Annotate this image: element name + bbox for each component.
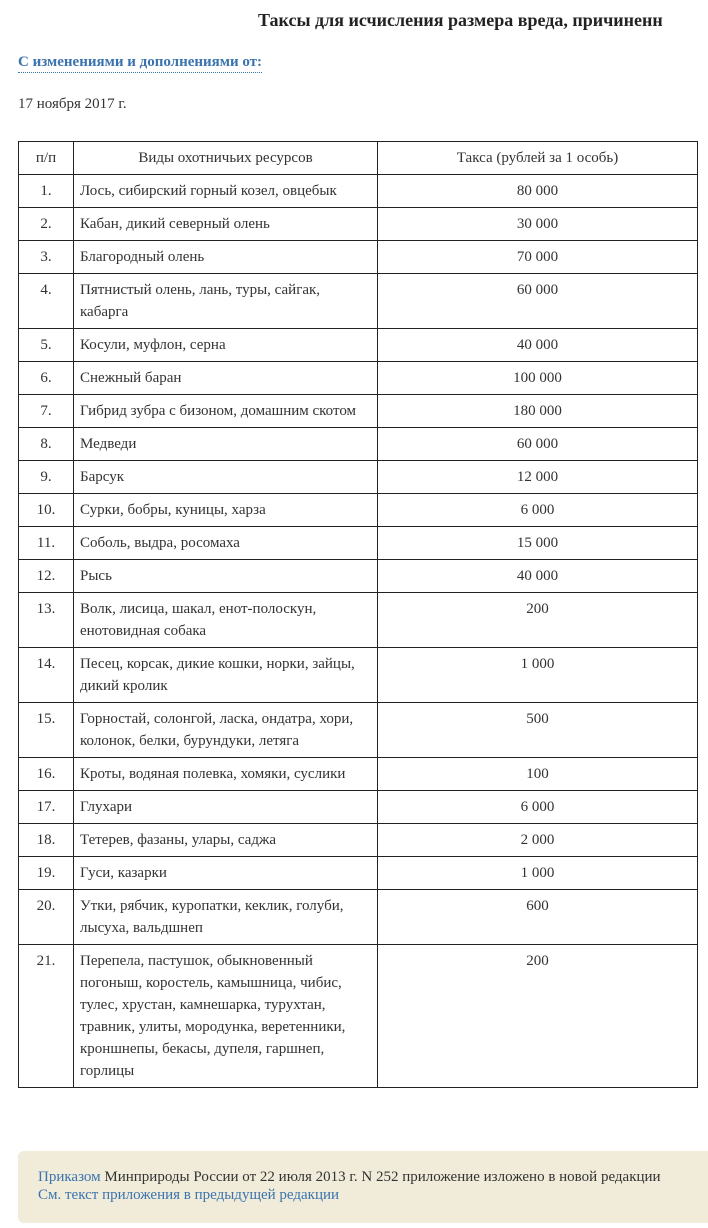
row-species: Гуси, казарки <box>74 857 378 890</box>
edition-note-line <box>38 1168 708 1186</box>
row-species: Кроты, водяная полевка, хомяки, суслики <box>74 758 378 791</box>
row-number: 19. <box>19 857 74 890</box>
row-number: 18. <box>19 824 74 857</box>
table-row <box>19 857 698 890</box>
row-species: Горностай, солонгой, ласка, ондатра, хори, колонок, белки, бурундуки, летяга <box>74 703 378 758</box>
row-species: Глухари <box>74 791 378 824</box>
column-header-species: Виды охотничьих ресурсов <box>74 142 378 175</box>
row-rate: 60 000 <box>378 428 698 461</box>
table-row <box>19 395 698 428</box>
row-species: Косули, муфлон, серна <box>74 329 378 362</box>
table-row <box>19 758 698 791</box>
row-number: 9. <box>19 461 74 494</box>
rates-table <box>18 141 698 1088</box>
row-rate: 1 000 <box>378 857 698 890</box>
row-number: 10. <box>19 494 74 527</box>
row-number: 15. <box>19 703 74 758</box>
row-number: 3. <box>19 241 74 274</box>
row-species: Медведи <box>74 428 378 461</box>
row-species: Перепела, пастушок, обыкновенный погоныш, коростель, камышница, чибис, тулес, хрустан, камнешарка, турухтан, травник, улиты, мородунка, веретенники, кроншнепы, бекасы, дупеля, гаршнеп, горлицы <box>74 945 378 1088</box>
row-rate: 200 <box>378 945 698 1088</box>
row-species: Барсук <box>74 461 378 494</box>
row-rate: 2 000 <box>378 824 698 857</box>
row-number: 12. <box>19 560 74 593</box>
row-rate: 6 000 <box>378 494 698 527</box>
row-rate: 100 <box>378 758 698 791</box>
row-rate: 6 000 <box>378 791 698 824</box>
row-number: 7. <box>19 395 74 428</box>
table-row <box>19 824 698 857</box>
table-row <box>19 274 698 329</box>
row-species: Благородный олень <box>74 241 378 274</box>
row-species: Гибрид зубра с бизоном, домашним скотом <box>74 395 378 428</box>
table-header-row <box>19 142 698 175</box>
page-title: Таксы для исчисления размера вреда, причиненн <box>258 10 663 30</box>
changes-link[interactable]: С изменениями и дополнениями от: <box>18 52 262 73</box>
row-number: 14. <box>19 648 74 703</box>
column-header-number: п/п <box>19 142 74 175</box>
row-rate: 1 000 <box>378 648 698 703</box>
row-number: 4. <box>19 274 74 329</box>
table-row <box>19 175 698 208</box>
row-number: 6. <box>19 362 74 395</box>
row-number: 2. <box>19 208 74 241</box>
row-rate: 12 000 <box>378 461 698 494</box>
row-number: 13. <box>19 593 74 648</box>
row-rate: 70 000 <box>378 241 698 274</box>
table-row <box>19 461 698 494</box>
row-rate: 30 000 <box>378 208 698 241</box>
row-species: Лось, сибирский горный козел, овцебык <box>74 175 378 208</box>
row-species: Утки, рябчик, куропатки, кеклик, голуби, лысуха, вальдшнеп <box>74 890 378 945</box>
table-row <box>19 703 698 758</box>
table-row <box>19 560 698 593</box>
row-species: Кабан, дикий северный олень <box>74 208 378 241</box>
table-row <box>19 890 698 945</box>
row-species: Сурки, бобры, куницы, харза <box>74 494 378 527</box>
table-row <box>19 329 698 362</box>
row-number: 5. <box>19 329 74 362</box>
column-header-rate: Такса (рублей за 1 особь) <box>378 142 698 175</box>
revision-date: 17 ноября 2017 г. <box>18 96 127 112</box>
table-row <box>19 527 698 560</box>
row-species: Рысь <box>74 560 378 593</box>
row-rate: 100 000 <box>378 362 698 395</box>
row-rate: 200 <box>378 593 698 648</box>
row-number: 1. <box>19 175 74 208</box>
row-species: Пятнистый олень, лань, туры, сайгак, кабарга <box>74 274 378 329</box>
row-rate: 80 000 <box>378 175 698 208</box>
previous-edition-link[interactable]: См. текст приложения в предыдущей редакции <box>38 1187 340 1203</box>
row-number: 16. <box>19 758 74 791</box>
table-row <box>19 648 698 703</box>
row-rate: 60 000 <box>378 274 698 329</box>
edition-note <box>18 1151 708 1223</box>
table-row <box>19 362 698 395</box>
row-number: 21. <box>19 945 74 1088</box>
table-row <box>19 208 698 241</box>
table-row <box>19 791 698 824</box>
table-row <box>19 241 698 274</box>
order-link[interactable]: Приказом <box>38 1169 101 1185</box>
table-row <box>19 428 698 461</box>
row-rate: 600 <box>378 890 698 945</box>
row-number: 8. <box>19 428 74 461</box>
row-rate: 180 000 <box>378 395 698 428</box>
row-species: Снежный баран <box>74 362 378 395</box>
row-species: Тетерев, фазаны, улары, саджа <box>74 824 378 857</box>
table-row <box>19 945 698 1088</box>
row-species: Волк, лисица, шакал, енот-полоскун, енотовидная собака <box>74 593 378 648</box>
row-number: 17. <box>19 791 74 824</box>
row-species: Песец, корсак, дикие кошки, норки, зайцы, дикий кролик <box>74 648 378 703</box>
row-species: Соболь, выдра, росомаха <box>74 527 378 560</box>
table-row <box>19 593 698 648</box>
row-rate: 15 000 <box>378 527 698 560</box>
row-number: 11. <box>19 527 74 560</box>
order-text: Минприроды России от 22 июля 2013 г. N 252 приложение изложено в новой редакции <box>100 1169 661 1185</box>
edition-note-line <box>38 1186 708 1204</box>
row-rate: 500 <box>378 703 698 758</box>
row-rate: 40 000 <box>378 329 698 362</box>
row-rate: 40 000 <box>378 560 698 593</box>
row-number: 20. <box>19 890 74 945</box>
table-row <box>19 494 698 527</box>
